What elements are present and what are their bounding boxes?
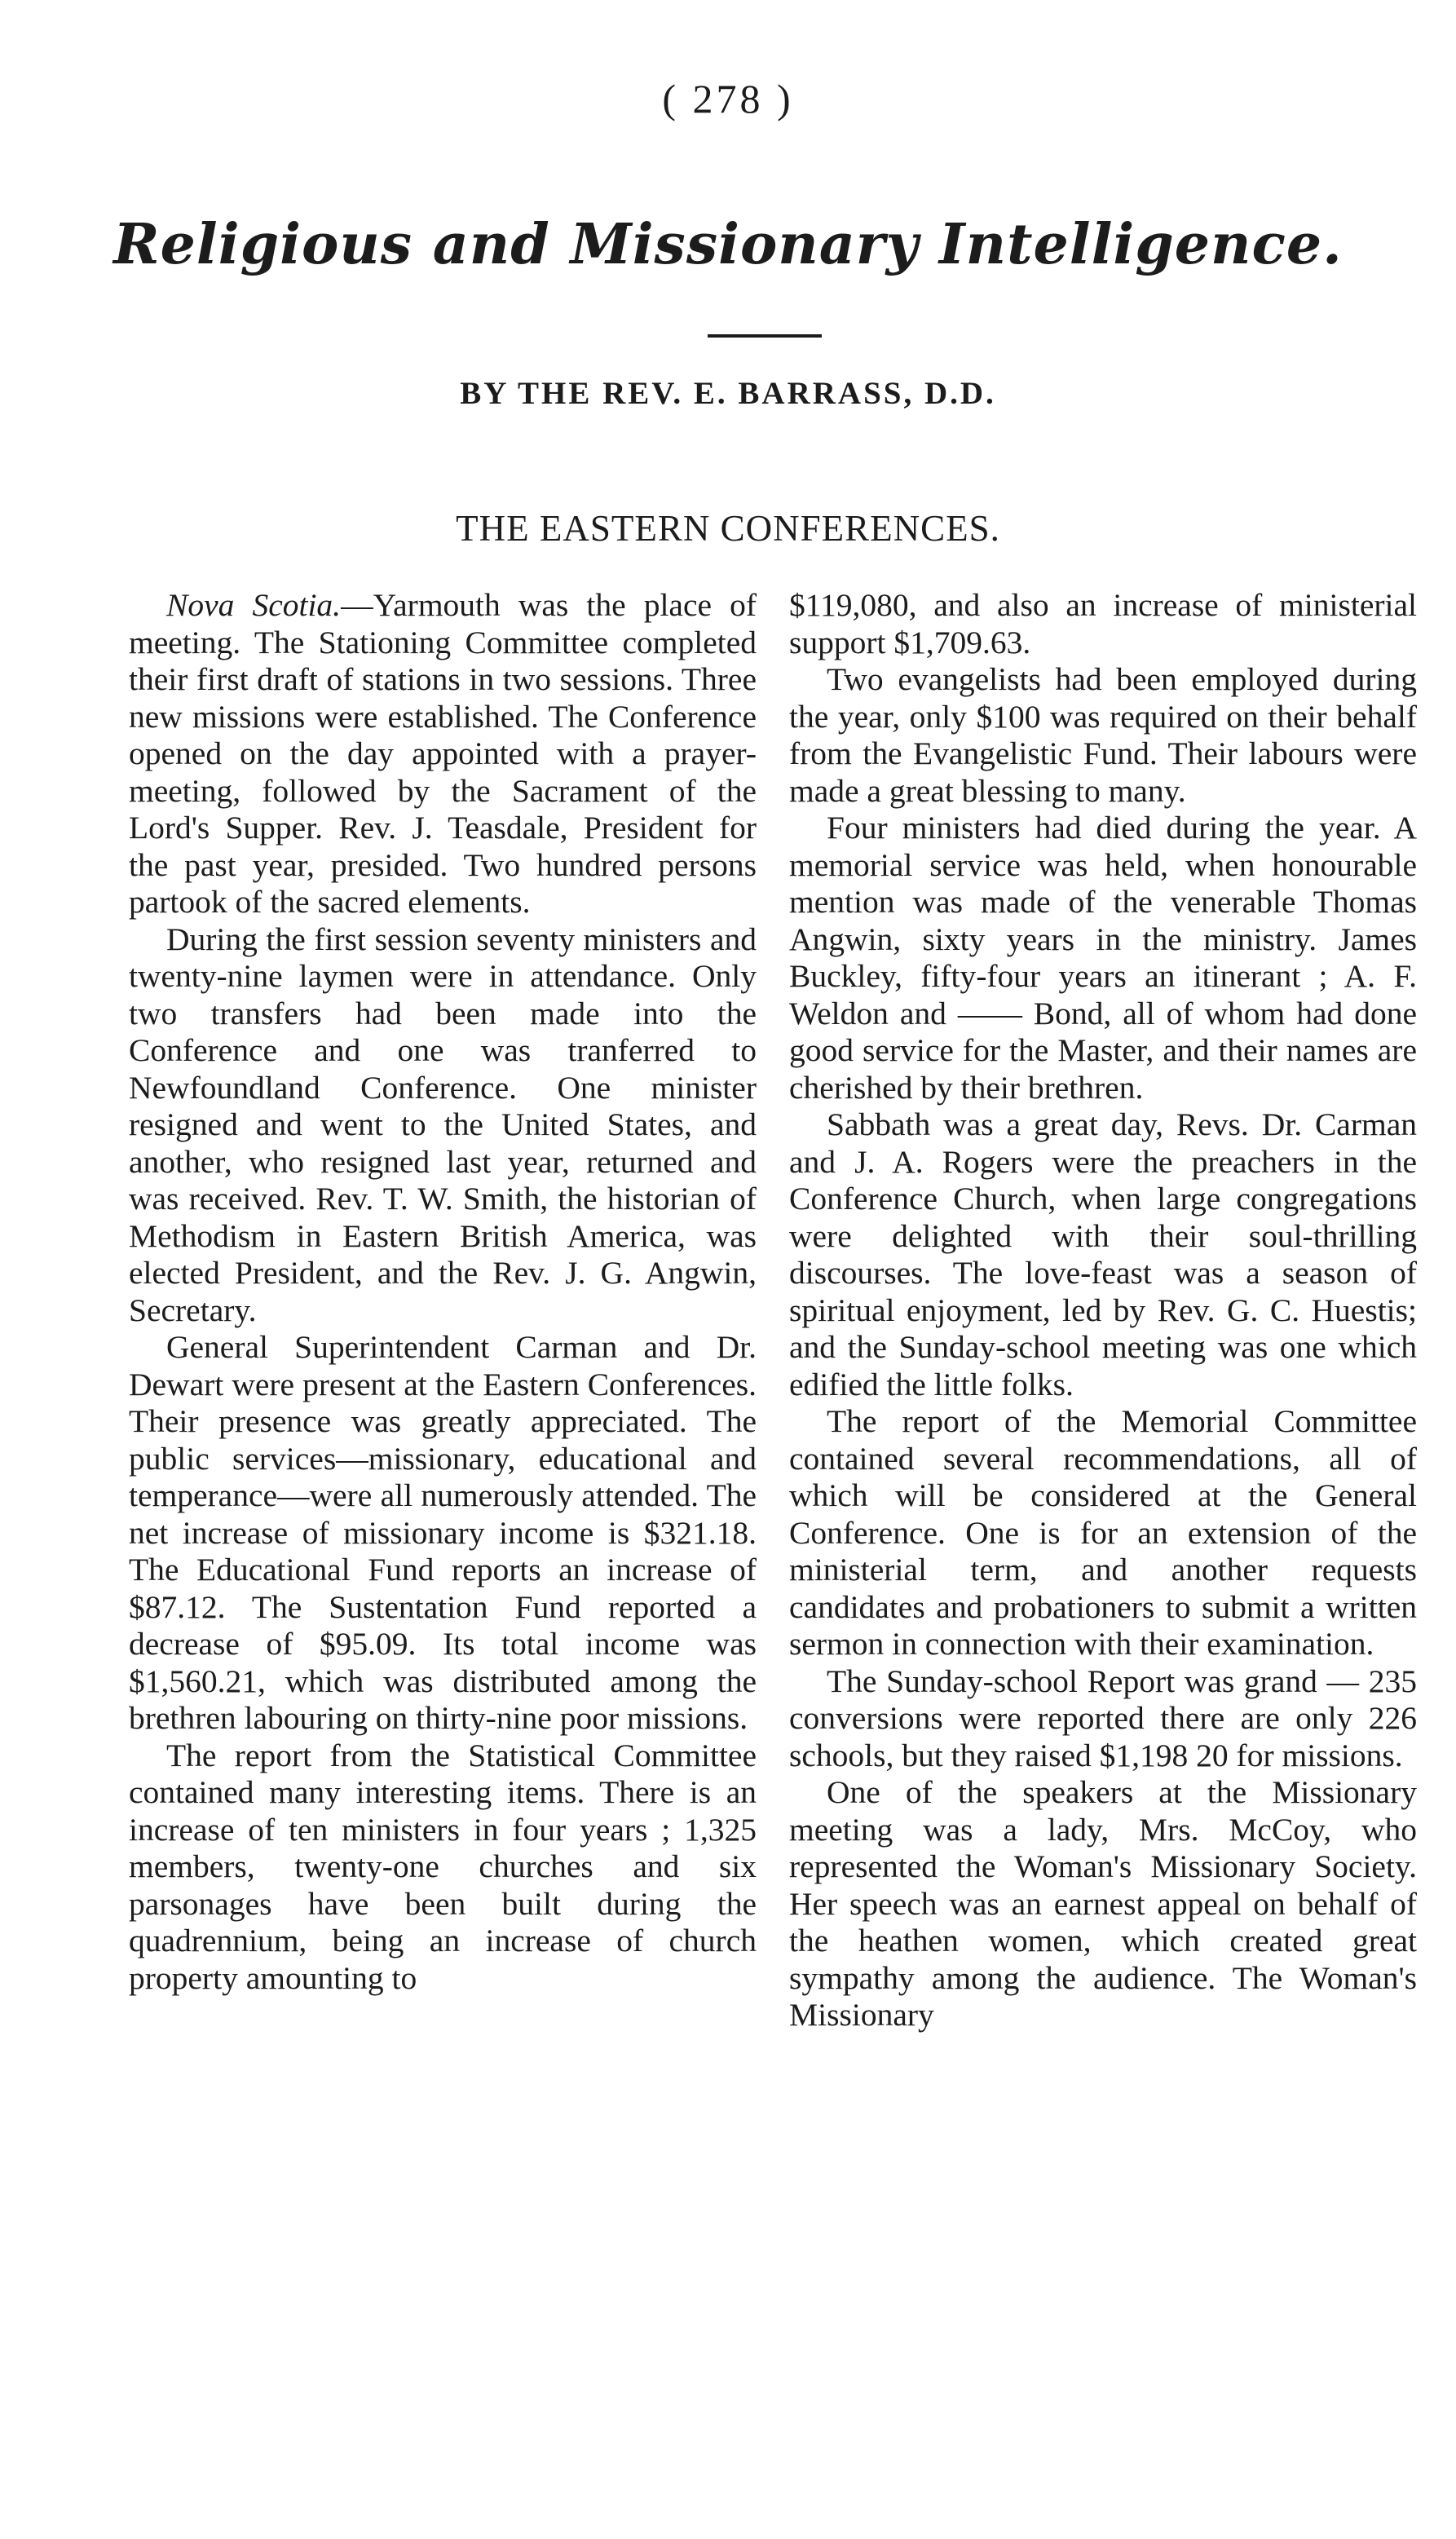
- place-heading: Nova Scotia.: [166, 587, 342, 623]
- title-divider: [708, 334, 822, 338]
- paragraph: Four ministers had died during the year. A memorial service was held, when honourable mention was made of the venerable Thomas Angwin, sixty years in the ministry. James Buckley, fifty-four years an itinerant ; A. F. Weldon and —— Bond, all of whom had done good service for the Master, and their names are cherished by their brethren.: [789, 810, 1417, 1106]
- paragraph: Two evangelists had been employed during the year, only $100 was required on their behalf from the Evangelistic Fund. Their labours were made a great blessing to many.: [789, 661, 1417, 809]
- paragraph: Sabbath was a great day, Revs. Dr. Carman and J. A. Rogers were the preachers in the Conference Church, when large congregations were delighted with their soul-thrilling discourses. The love-feast was a season of spiritual enjoyment, led by Rev. G. C. Huestis; and the Sunday-school meeting was one which edified the little folks.: [789, 1106, 1417, 1402]
- article-title: THE EASTERN CONFERENCES.: [456, 508, 1000, 549]
- right-column: [789, 587, 1417, 2495]
- paragraph: One of the speakers at the Missionary meeting was a lady, Mrs. McCoy, who represented the Woman's Missionary Society. Her speech was an earnest appeal on behalf of the heathen women, which created great sympathy among the audience. The Woman's Missionary: [789, 1774, 1417, 2033]
- paragraph-text: —Yarmouth was the place of meeting. The Stationing Committee completed their first draft of stations in two sessions. Three new missions were established. The Conference opened on the day appointed with a prayer-meeting, followed by the Sacrament of the Lord's Supper. Rev. J. Teasdale, President for the past year, presided. Two hundred persons partook of the sacred elements.: [129, 587, 757, 920]
- paragraph: [129, 587, 757, 921]
- paragraph: The Sunday-school Report was grand — 235 conversions were reported there are only 226 schools, but they raised $1,198 20 for missions.: [789, 1662, 1417, 1773]
- paragraph: During the first session seventy ministers and twenty-nine laymen were in attendance. Only two transfers had been made into the Conference and one was tranferred to Newfoundland Conference. One minister resigned and went to the United States, and another, who resigned last year, returned and was received. Rev. T. W. Smith, the historian of Methodism in Eastern British America, was elected President, and the Rev. J. G. Angwin, Secretary.: [129, 921, 757, 1328]
- section-title: Religious and Missionary Intelligence.: [113, 212, 1343, 277]
- paragraph: The report from the Statistical Committee contained many interesting items. There is an increase of ten ministers in four years ; 1,325 members, twenty-one churches and six parsonages have been built during the quadrennium, being an increase of church property amounting to: [129, 1737, 757, 1996]
- paragraph: The report of the Memorial Committee contained several recommendations, all of which will be considered at the General Conference. One is for an extension of the ministerial term, and another requests candidates and probationers to submit a written sermon in connection with their examination.: [789, 1403, 1417, 1662]
- paragraph: General Superintendent Carman and Dr. Dewart were present at the Eastern Conferences. Their presence was greatly appreciated. The public services—missionary, educational and temperance—were all numerously attended. The net increase of missionary income is $321.18. The Educational Fund reports an increase of $87.12. The Sustentation Fund reported a decrease of $95.09. Its total income was $1,560.21, which was distributed among the brethren labouring on thirty-nine poor missions.: [129, 1329, 757, 1736]
- page-number: ( 278 ): [662, 76, 794, 121]
- byline: BY THE REV. E. BARRASS, D.D.: [460, 376, 996, 411]
- paragraph: $119,080, and also an increase of ministerial support $1,709.63.: [789, 587, 1417, 660]
- left-column: [129, 587, 757, 2495]
